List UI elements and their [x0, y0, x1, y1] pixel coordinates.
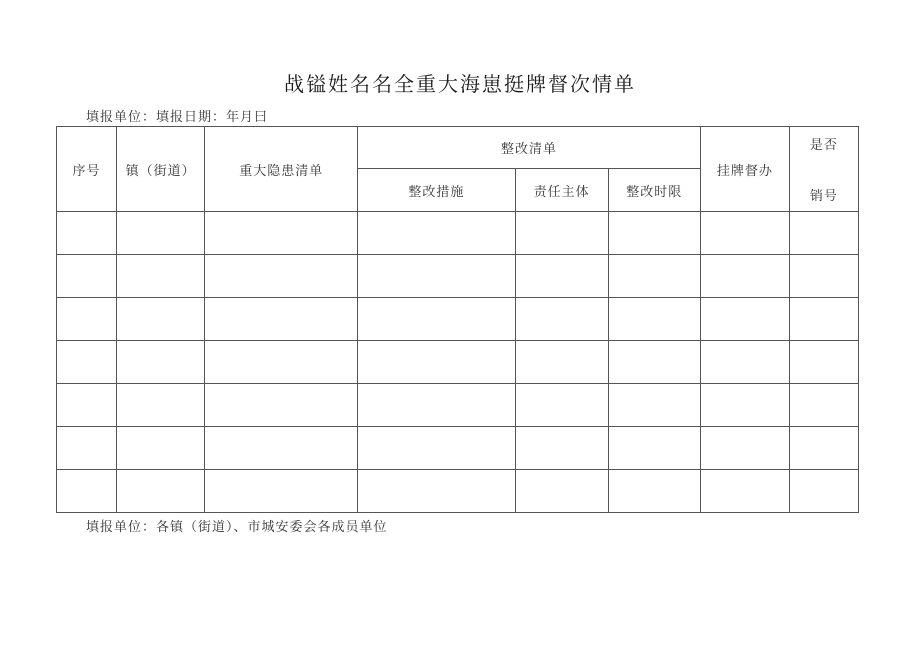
table-cell[interactable] — [789, 427, 858, 470]
header-seq: 序号 — [57, 127, 117, 212]
table-row — [57, 427, 859, 470]
table-cell[interactable] — [358, 470, 515, 513]
table-cell[interactable] — [515, 384, 608, 427]
table-cell[interactable] — [700, 427, 789, 470]
document-title: 战镒姓名名全重大海崽挺牌督次情单 — [284, 72, 636, 96]
table-cell[interactable] — [789, 470, 858, 513]
table-cell[interactable] — [700, 341, 789, 384]
table-cell[interactable] — [358, 255, 515, 298]
table-cell[interactable] — [608, 255, 700, 298]
table-row — [57, 384, 859, 427]
table-cell[interactable] — [700, 212, 789, 255]
table-cell[interactable] — [205, 298, 358, 341]
header-hazard-list: 重大隐患清单 — [205, 127, 358, 212]
header-cancel-line2: 销号 — [809, 189, 838, 204]
header-cancel — [789, 127, 858, 212]
header-responsible: 责任主体 — [515, 169, 608, 212]
table-cell[interactable] — [117, 427, 205, 470]
table-cell[interactable] — [57, 298, 117, 341]
table-cell[interactable] — [117, 384, 205, 427]
table-cell[interactable] — [57, 427, 117, 470]
header-row-1 — [57, 127, 859, 169]
table-cell[interactable] — [515, 427, 608, 470]
table-cell[interactable] — [700, 470, 789, 513]
table-cell[interactable] — [700, 255, 789, 298]
table-cell[interactable] — [358, 427, 515, 470]
table-cell[interactable] — [700, 384, 789, 427]
table-cell[interactable] — [57, 470, 117, 513]
table-cell[interactable] — [117, 298, 205, 341]
table-cell[interactable] — [608, 341, 700, 384]
table-cell[interactable] — [789, 341, 858, 384]
table-cell[interactable] — [117, 212, 205, 255]
table-cell[interactable] — [515, 255, 608, 298]
table-row — [57, 212, 859, 255]
table-cell[interactable] — [205, 255, 358, 298]
meta-line: 填报单位：填报日期：年月曰 — [86, 110, 269, 125]
table-cell[interactable] — [608, 384, 700, 427]
table-body — [57, 212, 859, 513]
table-cell[interactable] — [358, 212, 515, 255]
footer-note: 填报单位：各镇（街道）、市城安委会各成员单位 — [86, 520, 388, 535]
table-row — [57, 255, 859, 298]
table-cell[interactable] — [57, 341, 117, 384]
table-cell[interactable] — [608, 298, 700, 341]
table-cell[interactable] — [515, 212, 608, 255]
table-cell[interactable] — [358, 298, 515, 341]
table-cell[interactable] — [789, 255, 858, 298]
table-cell[interactable] — [117, 341, 205, 384]
table-cell[interactable] — [205, 212, 358, 255]
table-cell[interactable] — [117, 255, 205, 298]
table-cell[interactable] — [515, 470, 608, 513]
header-rectify-list: 整改清单 — [358, 127, 700, 169]
table-cell[interactable] — [789, 212, 858, 255]
table-row — [57, 470, 859, 513]
table-cell[interactable] — [515, 298, 608, 341]
table-cell[interactable] — [57, 212, 117, 255]
table-cell[interactable] — [789, 384, 858, 427]
table-cell[interactable] — [608, 427, 700, 470]
table-cell[interactable] — [205, 341, 358, 384]
header-supervise: 挂牌督办 — [700, 127, 789, 212]
table-cell[interactable] — [608, 212, 700, 255]
table-cell[interactable] — [789, 298, 858, 341]
table-cell[interactable] — [205, 384, 358, 427]
rectification-table — [56, 126, 859, 513]
table-cell[interactable] — [117, 470, 205, 513]
table-cell[interactable] — [358, 384, 515, 427]
header-deadline: 整改时限 — [608, 169, 700, 212]
header-town: 镇（街道） — [117, 127, 205, 212]
table-cell[interactable] — [358, 341, 515, 384]
table-cell[interactable] — [515, 341, 608, 384]
table-cell[interactable] — [608, 470, 700, 513]
table-row — [57, 341, 859, 384]
table-cell[interactable] — [205, 427, 358, 470]
table-cell[interactable] — [57, 384, 117, 427]
header-cancel-line1: 是否 — [809, 138, 838, 153]
table-row — [57, 298, 859, 341]
table-cell[interactable] — [700, 298, 789, 341]
table-cell[interactable] — [205, 470, 358, 513]
header-rectify-measures: 整改措施 — [358, 169, 515, 212]
table-cell[interactable] — [57, 255, 117, 298]
